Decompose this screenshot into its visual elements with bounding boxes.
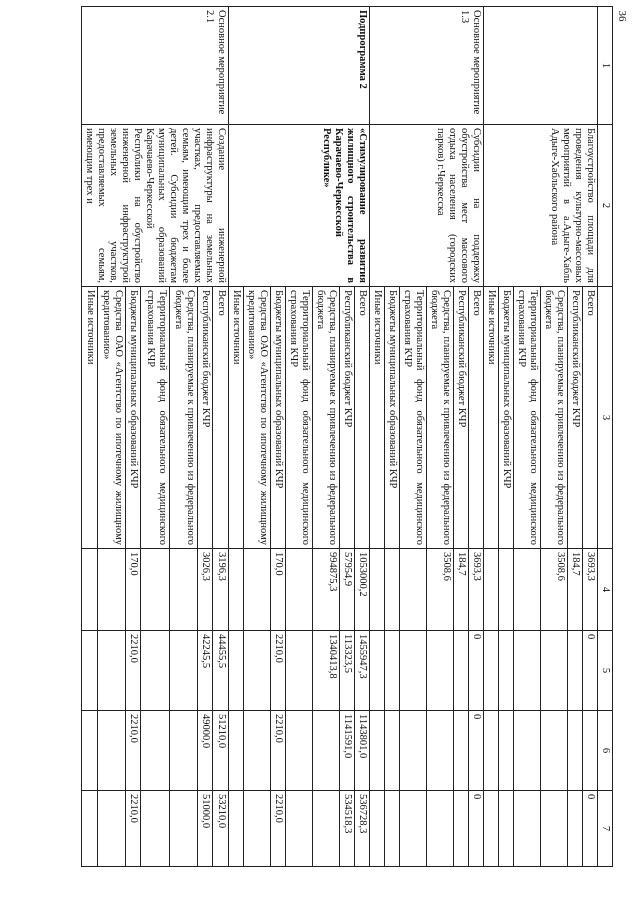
column-header: 2 (598, 125, 613, 287)
amount-cell-v5: 2210,0 (271, 631, 286, 711)
column-header: 6 (598, 711, 613, 791)
funding-source-cell: Иные источники (370, 287, 385, 549)
funding-source-cell: Всего (469, 287, 484, 549)
amount-cell-v6 (484, 711, 499, 791)
amount-cell-v7 (141, 791, 169, 867)
amount-cell-v4: 994875,3 (313, 549, 340, 631)
amount-cell-v7 (286, 791, 313, 867)
measure-title-cell: Создание инженерной инфраструктуры на земельных участках, предоставляемых семьям, имеющим трех и более детей. Субсидии бюджетам муниципальных образований Карачаево-Черкесской Республики на обустройство инженерной инфраструктурой земельных участков, предоставляемых семьям, имеющим трех и (82, 125, 229, 287)
amount-cell-v6 (385, 711, 400, 791)
measure-code-cell (484, 7, 598, 125)
rotated-table-sheet (72, 6, 613, 866)
amount-cell-v6 (286, 711, 313, 791)
funding-source-cell: Средства, планируемые к привлечению из федерального бюджета (313, 287, 340, 549)
amount-cell-v7 (484, 791, 499, 867)
amount-cell-v7 (568, 791, 583, 867)
amount-cell-v5 (400, 631, 427, 711)
amount-cell-v4 (82, 549, 98, 631)
amount-cell-v5: 113323,5 (340, 631, 355, 711)
amount-cell-v4 (385, 549, 400, 631)
amount-cell-v4: 3693,3 (469, 549, 484, 631)
amount-cell-v5 (427, 631, 454, 711)
amount-cell-v5 (141, 631, 169, 711)
amount-cell-v4: 184,7 (568, 549, 583, 631)
amount-cell-v5 (454, 631, 469, 711)
amount-cell-v4: 1053000,2 (355, 549, 370, 631)
amount-cell-v6 (427, 711, 454, 791)
amount-cell-v6 (514, 711, 541, 791)
funding-source-cell: Бюджеты муниципальных образований КЧР (499, 287, 514, 549)
amount-cell-v5 (370, 631, 385, 711)
amount-cell-v5 (568, 631, 583, 711)
amount-cell-v5 (484, 631, 499, 711)
amount-cell-v6 (400, 711, 427, 791)
amount-cell-v6: 51210,0 (213, 711, 229, 791)
amount-cell-v7 (385, 791, 400, 867)
amount-cell-v4 (244, 549, 271, 631)
amount-cell-v4: 3508,6 (541, 549, 568, 631)
amount-cell-v6 (568, 711, 583, 791)
funding-source-cell: Республиканский бюджет КЧР (568, 287, 583, 549)
amount-cell-v4: 57954,9 (340, 549, 355, 631)
amount-cell-v6 (313, 711, 340, 791)
page-number: 36 (616, 10, 628, 22)
column-header: 7 (598, 791, 613, 867)
funding-source-cell: Средства, планируемые к привлечению из федерального бюджета (427, 287, 454, 549)
column-header: 5 (598, 631, 613, 711)
amount-cell-v4 (286, 549, 313, 631)
amount-cell-v7 (499, 791, 514, 867)
amount-cell-v6 (229, 711, 244, 791)
amount-cell-v7 (313, 791, 340, 867)
amount-cell-v6 (97, 711, 125, 791)
amount-cell-v7 (244, 791, 271, 867)
amount-cell-v7: 2210,0 (271, 791, 286, 867)
amount-cell-v6: 0 (469, 711, 484, 791)
header-row (598, 7, 613, 867)
amount-cell-v6 (541, 711, 568, 791)
amount-cell-v6 (141, 711, 169, 791)
amount-cell-v4: 3508,6 (427, 549, 454, 631)
funding-source-cell: Территориальный фонд обязательного медицинского страхования КЧР (514, 287, 541, 549)
column-header: 4 (598, 549, 613, 631)
funding-source-cell: Территориальный фонд обязательного медицинского страхования КЧР (141, 287, 169, 549)
amount-cell-v7: 534518,3 (340, 791, 355, 867)
amount-cell-v6 (370, 711, 385, 791)
amount-cell-v4 (400, 549, 427, 631)
amount-cell-v7: 51000,0 (197, 791, 213, 867)
measure-title-cell: «Стимулирование развития жилищного строительства в Карачаево-Черкесской Республике» (229, 125, 370, 287)
amount-cell-v6 (583, 711, 598, 791)
amount-cell-v7: 2210,0 (125, 791, 141, 867)
amount-cell-v6 (454, 711, 469, 791)
amount-cell-v5: 2210,0 (125, 631, 141, 711)
measure-code-cell: Основное мероприятие 1.3 (370, 7, 484, 125)
amount-cell-v7 (97, 791, 125, 867)
amount-cell-v5 (385, 631, 400, 711)
amount-cell-v7 (454, 791, 469, 867)
column-header: 3 (598, 287, 613, 549)
amount-cell-v4 (169, 549, 197, 631)
amount-cell-v6 (244, 711, 271, 791)
amount-cell-v7: 53210,0 (213, 791, 229, 867)
amount-cell-v5 (244, 631, 271, 711)
amount-cell-v5 (286, 631, 313, 711)
funding-source-cell: Бюджеты муниципальных образований КЧР (385, 287, 400, 549)
funding-source-cell: Иные источники (484, 287, 499, 549)
funding-source-cell: Средства, планируемые к привлечению из федерального бюджета (541, 287, 568, 549)
amount-cell-v7 (541, 791, 568, 867)
amount-cell-v7 (427, 791, 454, 867)
funding-source-cell: Средства, планируемые к привлечению из федерального бюджета (169, 287, 197, 549)
measure-title-cell: Субсидии на поддержку обустройства мест массового отдыха населения (городских парков) г.Черкесска (370, 125, 484, 287)
table-row (469, 7, 484, 867)
amount-cell-v4: 170,0 (271, 549, 286, 631)
amount-cell-v4: 170,0 (125, 549, 141, 631)
amount-cell-v5 (229, 631, 244, 711)
funding-source-cell: Всего (583, 287, 598, 549)
amount-cell-v4 (514, 549, 541, 631)
budget-table (81, 6, 613, 867)
column-header: 1 (598, 7, 613, 125)
amount-cell-v6: 1143801,0 (355, 711, 370, 791)
measure-title-cell: Благоустройство площади для проведения культурно-массовых мероприятий в а.Адыге-Хабль Адыге-Хабльского района (484, 125, 598, 287)
funding-source-cell: Всего (213, 287, 229, 549)
amount-cell-v4 (141, 549, 169, 631)
amount-cell-v6: 2210,0 (271, 711, 286, 791)
amount-cell-v6: 1141591,0 (340, 711, 355, 791)
amount-cell-v6: 49000,0 (197, 711, 213, 791)
funding-source-cell: Иные источники (82, 287, 98, 549)
amount-cell-v4 (229, 549, 244, 631)
table-row (355, 7, 370, 867)
amount-cell-v6 (169, 711, 197, 791)
amount-cell-v7: 0 (583, 791, 598, 867)
funding-source-cell: Средства ОАО «Агентство по ипотечному жилищному кредитованию» (97, 287, 125, 549)
funding-source-cell: Республиканский бюджет КЧР (340, 287, 355, 549)
funding-source-cell: Бюджеты муниципальных образований КЧР (271, 287, 286, 549)
funding-source-cell: Территориальный фонд обязательного медицинского страхования КЧР (400, 287, 427, 549)
amount-cell-v5: 0 (469, 631, 484, 711)
measure-code-cell: Подпрограмма 2 (229, 7, 370, 125)
funding-source-cell: Территориальный фонд обязательного медицинского страхования КЧР (286, 287, 313, 549)
amount-cell-v4: 184,7 (454, 549, 469, 631)
amount-cell-v5 (499, 631, 514, 711)
amount-cell-v5 (514, 631, 541, 711)
table-row (583, 7, 598, 867)
funding-source-cell: Всего (355, 287, 370, 549)
amount-cell-v5: 0 (583, 631, 598, 711)
amount-cell-v5 (97, 631, 125, 711)
funding-source-cell: Иные источники (229, 287, 244, 549)
funding-source-cell: Бюджеты муниципальных образований КЧР (125, 287, 141, 549)
funding-source-cell: Республиканский бюджет КЧР (197, 287, 213, 549)
amount-cell-v4: 3196,3 (213, 549, 229, 631)
amount-cell-v7 (229, 791, 244, 867)
amount-cell-v5 (541, 631, 568, 711)
amount-cell-v5 (169, 631, 197, 711)
amount-cell-v6 (82, 711, 98, 791)
amount-cell-v6: 2210,0 (125, 711, 141, 791)
amount-cell-v4 (370, 549, 385, 631)
table-row (213, 7, 229, 867)
funding-source-cell: Средства ОАО «Агентство по ипотечному жилищному кредитованию» (244, 287, 271, 549)
amount-cell-v7 (370, 791, 385, 867)
amount-cell-v7: 0 (469, 791, 484, 867)
amount-cell-v7 (169, 791, 197, 867)
funding-source-cell: Республиканский бюджет КЧР (454, 287, 469, 549)
table-body (82, 7, 598, 867)
measure-code-cell: Основное мероприятие 2.1 (82, 7, 229, 125)
amount-cell-v7 (82, 791, 98, 867)
amount-cell-v5: 1340413,8 (313, 631, 340, 711)
amount-cell-v5: 1455947,3 (355, 631, 370, 711)
amount-cell-v5 (82, 631, 98, 711)
amount-cell-v4: 3026,3 (197, 549, 213, 631)
amount-cell-v4 (97, 549, 125, 631)
amount-cell-v7 (400, 791, 427, 867)
amount-cell-v5: 42245,5 (197, 631, 213, 711)
amount-cell-v7 (514, 791, 541, 867)
amount-cell-v5: 44455,5 (213, 631, 229, 711)
amount-cell-v4 (499, 549, 514, 631)
amount-cell-v7: 536728,3 (355, 791, 370, 867)
amount-cell-v6 (499, 711, 514, 791)
amount-cell-v4: 3693,3 (583, 549, 598, 631)
amount-cell-v4 (484, 549, 499, 631)
